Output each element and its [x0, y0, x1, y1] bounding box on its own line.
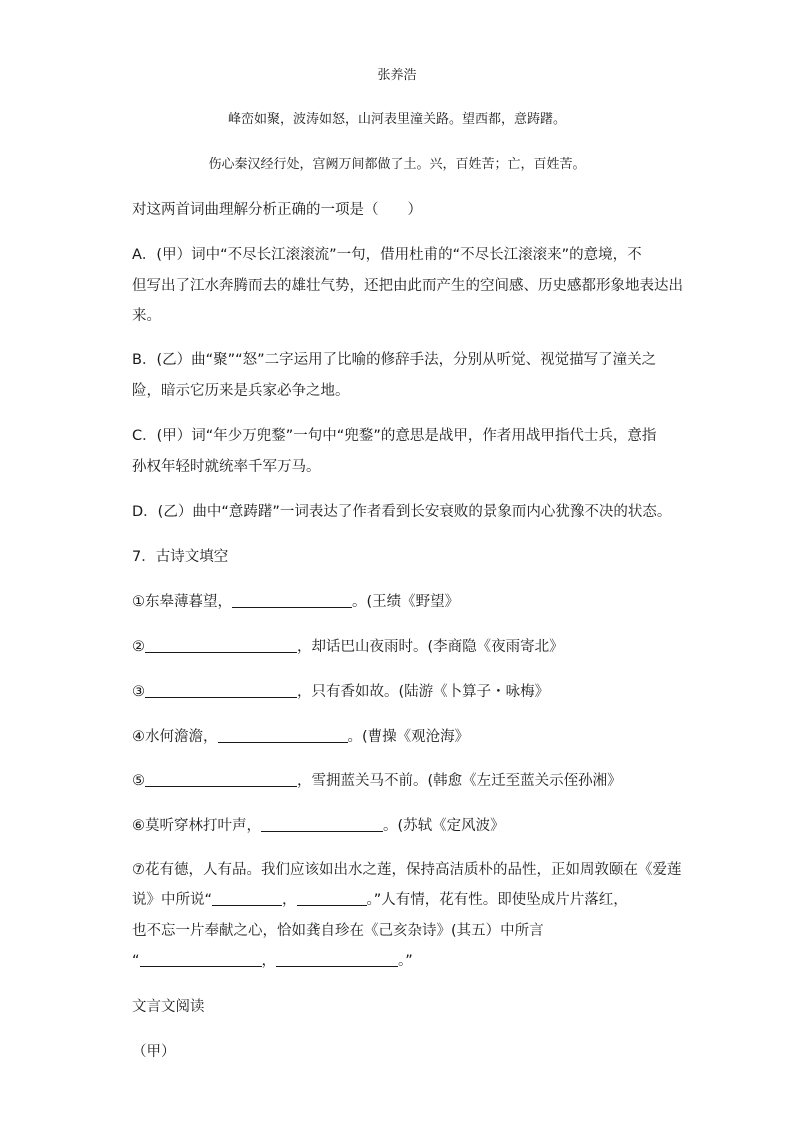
fill-item-1-post: 。(王绩《野望》 [352, 594, 460, 610]
blank-7a[interactable] [212, 891, 282, 906]
fill-item-3-pre: ③ [132, 684, 145, 700]
fill-item-2 [132, 637, 564, 657]
fill-item-7-text-c: 。”人有情，花有性。即使坠成片片落红， [366, 892, 628, 908]
fill-item-4-post: 。(曹操《观沧海》 [347, 729, 470, 745]
option-a-line-1: A．(甲）词中“不尽长江滚滚流”一句，借用杜甫的“不尽长江滚滚来”的意境，不 [132, 247, 642, 263]
blank-1[interactable] [232, 593, 352, 608]
blank-7c[interactable] [140, 952, 262, 967]
option-b-line-2: 险，暗示它历来是兵家必争之地。 [132, 383, 350, 399]
fill-item-5 [132, 771, 622, 791]
fill-item-7-line-1: ⑦花有德，人有品。我们应该如出水之莲，保持高洁质朴的品性，正如周敦颐在《爱莲 [132, 862, 682, 878]
fill-item-4-pre: ④水何澹澹， [132, 729, 218, 745]
option-c-line-1: C．(甲）词“年少万兜鍪”一句中“兜鍪”的意思是战甲，作者用战甲指代士兵，意指 [132, 428, 657, 444]
question-7-title: 7．古诗文填空 [132, 549, 229, 565]
poem-line-1: 峰峦如聚，波涛如怒，山河表里潼关路。望西都，意踌躇。 [227, 112, 566, 127]
option-a-line-3: 来。 [132, 308, 161, 324]
fill-item-6 [132, 816, 505, 836]
fill-item-3 [132, 682, 549, 702]
section-subtitle: （甲） [132, 1044, 176, 1060]
blank-7b[interactable] [297, 891, 367, 906]
blank-7d[interactable] [276, 952, 398, 967]
option-b-line-1: B．(乙）曲“聚”“怒”二字运用了比喻的修辞手法，分别从听觉、视觉描写了潼关之 [132, 352, 657, 368]
fill-item-4 [132, 727, 469, 747]
fill-item-7-line-2 [132, 890, 628, 910]
fill-item-3-post: ，只有香如故。(陆游《卜算子・咏梅》 [297, 684, 550, 700]
fill-item-7-text-e: ， [261, 953, 277, 969]
blank-4[interactable] [218, 728, 348, 743]
fill-item-1-pre: ①东皋薄暮望， [132, 594, 232, 610]
fill-item-7-line-4 [132, 951, 413, 971]
blank-6[interactable] [261, 817, 383, 832]
fill-item-7-text-d: “ [132, 953, 140, 969]
section-title: 文言文阅读 [132, 999, 205, 1015]
fill-item-7-text-f: 。” [398, 953, 413, 969]
fill-item-5-post: ，雪拥蓝关马不前。(韩愈《左迁至蓝关示侄孙湘》 [297, 773, 622, 789]
fill-item-2-post: ，却话巴山夜雨时。(李商隐《夜雨寄北》 [297, 639, 564, 655]
fill-item-7-line-3: 也不忘一片奉献之心，恰如龚自珍在《己亥杂诗》(其五）中所言 [132, 923, 544, 939]
question-stem: 对这两首词曲理解分析正确的一项是（ ） [132, 202, 422, 218]
blank-3[interactable] [145, 683, 297, 698]
poem-line-2: 伤心秦汉经行处，宫阙万间都做了土。兴，百姓苦；亡，百姓苦。 [208, 157, 586, 172]
fill-item-2-pre: ② [132, 639, 145, 655]
fill-item-7-text-a: 说》中所说“ [132, 892, 213, 908]
poem-author: 张养浩 [377, 68, 417, 83]
fill-item-6-post: 。(苏轼《定风波》 [383, 818, 505, 834]
blank-5[interactable] [145, 772, 297, 787]
fill-item-7-text-b: ， [282, 892, 297, 908]
fill-item-1 [132, 592, 459, 612]
fill-item-5-pre: ⑤ [132, 773, 145, 789]
fill-item-6-pre: ⑥莫听穿林打叶声， [132, 818, 261, 834]
option-c-line-2: 孙权年轻时就统率千军万马。 [132, 459, 321, 475]
option-d-line-1: D．(乙）曲中“意踌躇”一词表达了作者看到长安衰败的景象而内心犹豫不决的状态。 [132, 504, 672, 520]
option-a-line-2: 但写出了江水奔腾而去的雄壮气势，还把由此而产生的空间感、历史感都形象地表达出 [132, 278, 683, 294]
blank-2[interactable] [145, 638, 297, 653]
